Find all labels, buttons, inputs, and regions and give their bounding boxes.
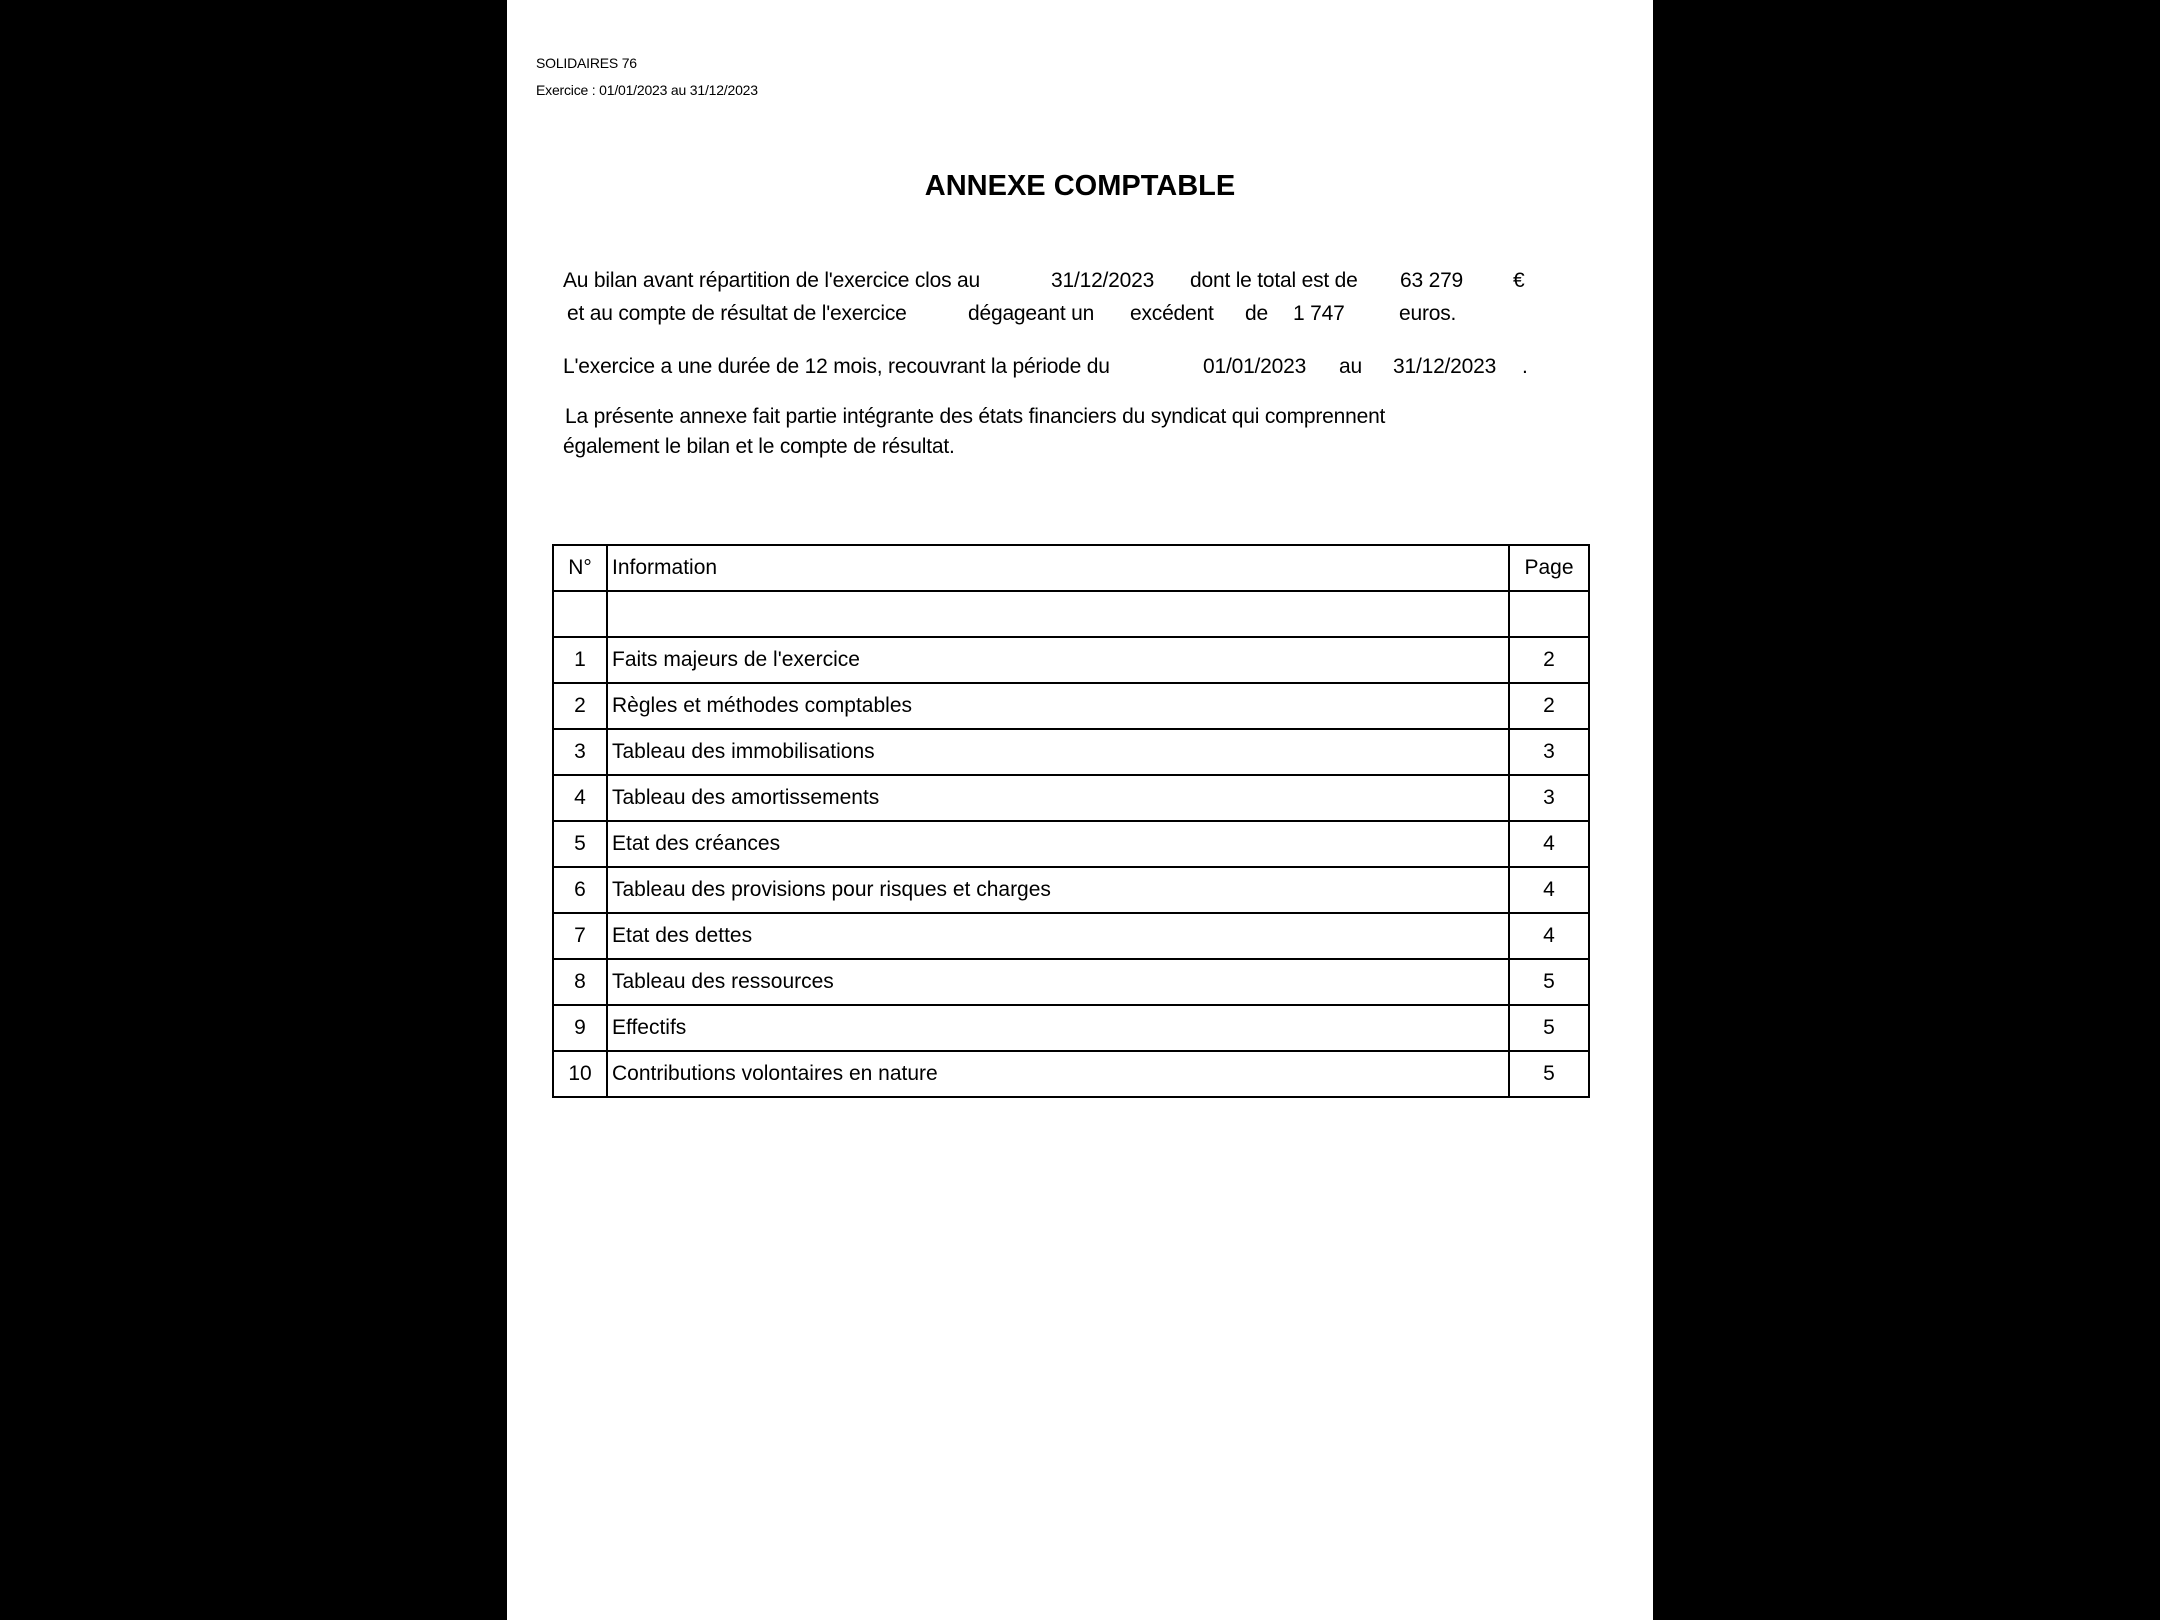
period-au: au — [1339, 355, 1362, 378]
period-dot: . — [1522, 355, 1528, 378]
line1-prefix: Au bilan avant répartition de l'exercice clos au — [563, 269, 980, 292]
table-row: 3 Tableau des immobilisations 3 — [553, 729, 1589, 775]
table-empty-row — [553, 591, 1589, 637]
currency-symbol: € — [1513, 269, 1525, 292]
annex-line-2: également le bilan et le compte de résultat. — [563, 435, 955, 458]
table-row: 10 Contributions volontaires en nature 5 — [553, 1051, 1589, 1097]
result-value: 1 747 — [1293, 302, 1345, 325]
table-row: 9 Effectifs 5 — [553, 1005, 1589, 1051]
intro-line-1 — [563, 269, 980, 293]
result-de: de — [1245, 302, 1268, 325]
organization-name: SOLIDAIRES 76 — [536, 55, 637, 71]
document-page — [507, 0, 1653, 1620]
period-end: 31/12/2023 — [1393, 355, 1497, 378]
total-label: dont le total est de — [1190, 269, 1358, 292]
annex-contents-table — [552, 544, 1590, 1098]
result-verb: dégageant un — [968, 302, 1095, 325]
table-row: 8 Tableau des ressources 5 — [553, 959, 1589, 1005]
header-info: Information — [607, 545, 1509, 591]
table-row: 4 Tableau des amortissements 3 — [553, 775, 1589, 821]
period-start: 01/01/2023 — [1203, 355, 1307, 378]
result-unit: euros. — [1399, 302, 1457, 325]
duration-text: L'exercice a une durée de 12 mois, recouvrant la période du — [563, 355, 1110, 378]
closing-date: 31/12/2023 — [1051, 269, 1155, 292]
page-title: ANNEXE COMPTABLE — [924, 170, 1236, 202]
header-num: N° — [553, 545, 607, 591]
total-value: 63 279 — [1400, 269, 1464, 292]
table-row: 5 Etat des créances 4 — [553, 821, 1589, 867]
table-row: 6 Tableau des provisions pour risques et charges 4 — [553, 867, 1589, 913]
table-row: 7 Etat des dettes 4 — [553, 913, 1589, 959]
exercise-period: Exercice : 01/01/2023 au 31/12/2023 — [536, 82, 758, 98]
result-type: excédent — [1130, 302, 1214, 325]
table-header-row — [553, 545, 1589, 591]
annex-line-1: La présente annexe fait partie intégrante des états financiers du syndicat qui comprennent — [565, 405, 1386, 428]
line2-prefix: et au compte de résultat de l'exercice — [567, 302, 907, 325]
table-row: 1 Faits majeurs de l'exercice 2 — [553, 637, 1589, 683]
header-page: Page — [1509, 545, 1589, 591]
table-row: 2 Règles et méthodes comptables 2 — [553, 683, 1589, 729]
